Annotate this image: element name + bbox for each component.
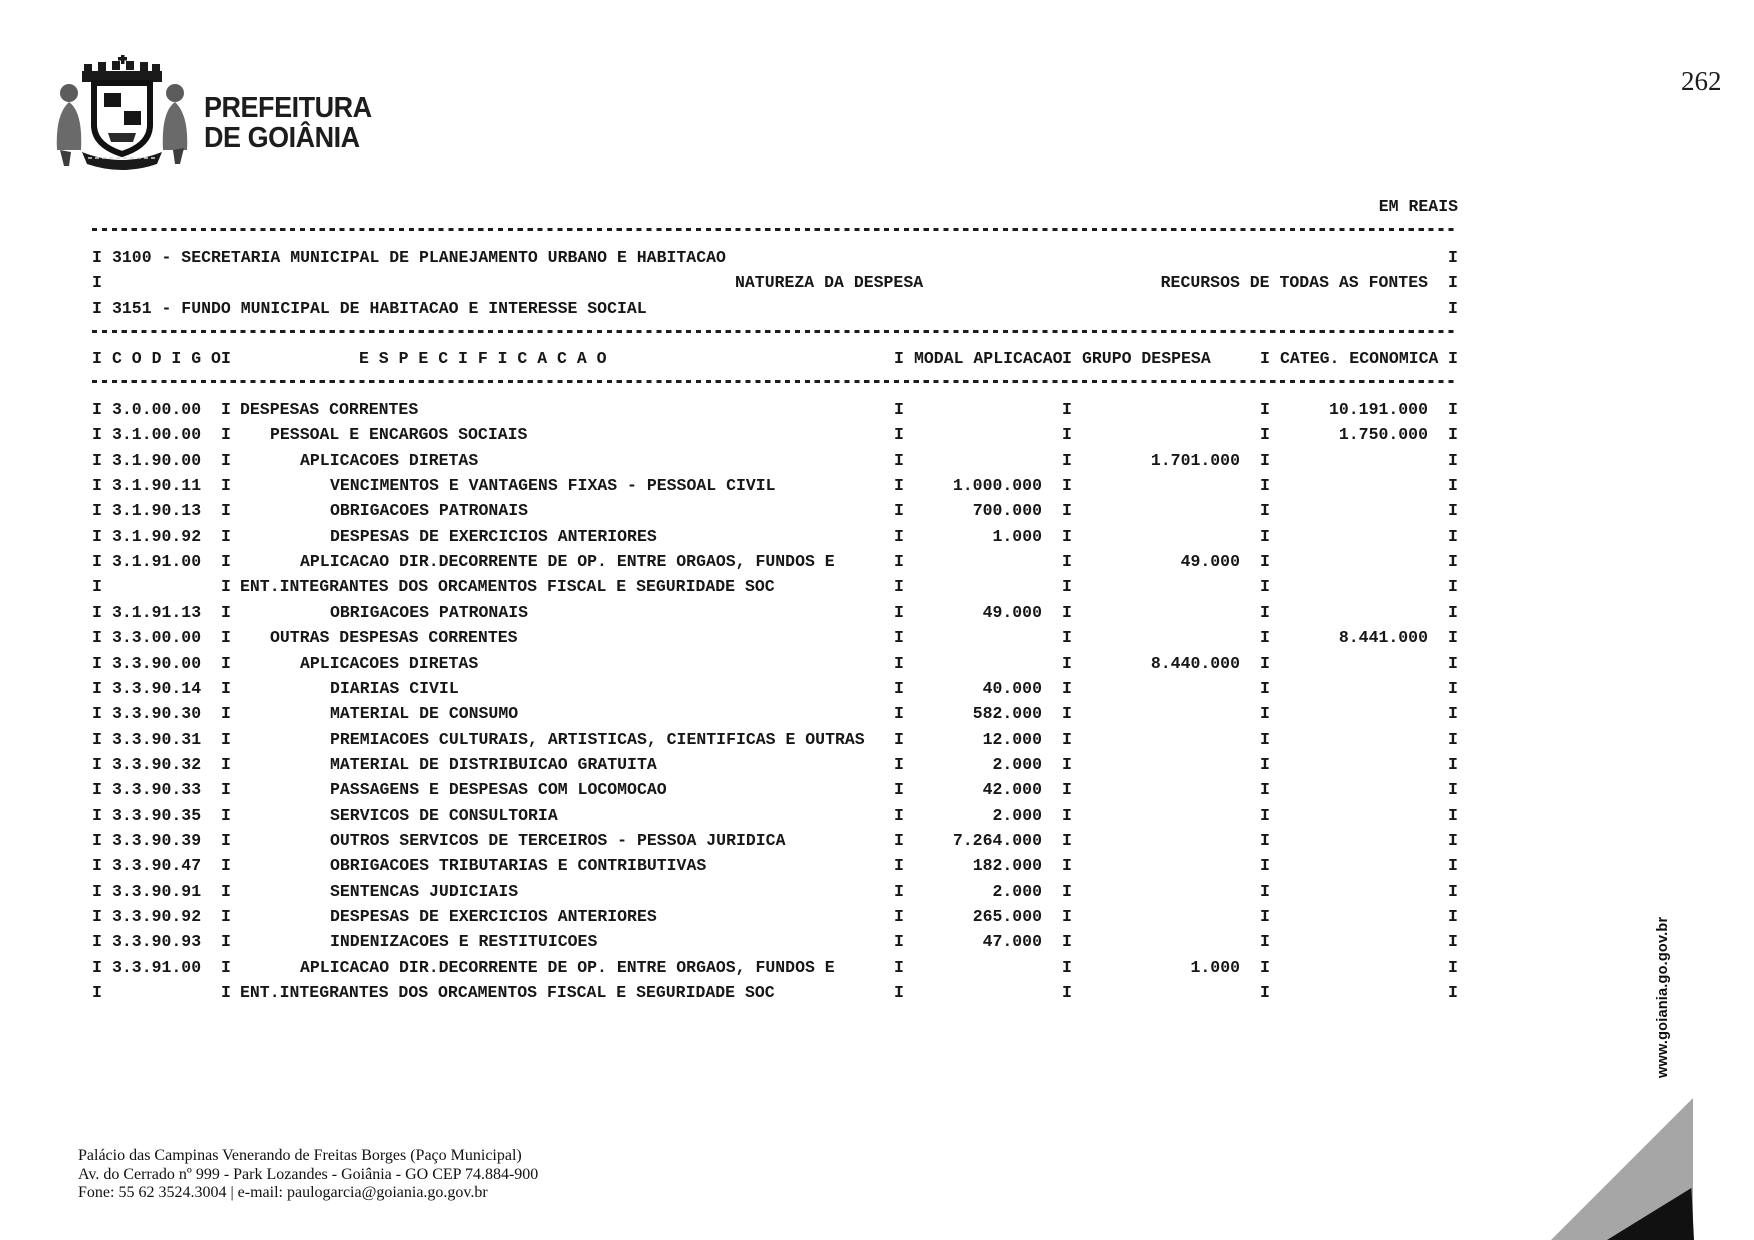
column-separator: I [894,400,904,419]
table-row [92,729,1472,755]
column-separator: I [221,830,231,850]
row-code: 3.3.91.00 [112,957,202,977]
fund-unit: 3151 - FUNDO MUNICIPAL DE HABITACAO E INTERESSE SOCIAL [112,299,647,318]
column-separator: I [894,678,904,698]
row-code: 3.3.90.00 [112,653,202,673]
column-separator: I [1448,856,1458,876]
table-row [92,678,1472,704]
modal-aplicacao-value: 265.000 [972,907,1042,926]
row-specification: MATERIAL DE DISTRIBUICAO GRATUITA [330,754,657,774]
row-specification: PASSAGENS E DESPESAS COM LOCOMOCAO [330,780,667,800]
column-separator: I [92,450,102,470]
column-separator: I [92,552,102,572]
row-code: 3.3.90.92 [112,907,202,926]
prefeitura-logo [52,55,382,175]
table-row [92,754,1472,780]
page-number: 262 [1681,66,1722,96]
grupo-despesa-value: 1.701.000 [1150,450,1240,470]
column-separator: I [1260,678,1270,698]
column-header-code: C O D I G O [112,349,221,368]
modal-aplicacao-value: 1.000 [992,526,1042,546]
column-separator: I [894,628,904,648]
column-separator: I [1062,602,1072,622]
grupo-despesa-value: 1.000 [1190,957,1240,977]
column-separator: I [221,780,231,800]
column-separator: I [1260,628,1270,648]
column-separator: I [1448,400,1458,419]
column-separator: I [221,983,231,1003]
categ-economica-value: 8.441.000 [1338,628,1428,648]
column-separator: I [1448,957,1458,977]
row-code: 3.3.00.00 [112,628,202,648]
modal-aplicacao-value: 2.000 [992,754,1042,774]
column-separator: I [1062,957,1072,977]
column-separator: I [894,830,904,850]
currency-note-line [92,196,1472,222]
column-separator: I [1260,729,1270,749]
row-specification: SERVICOS DE CONSULTORIA [330,805,558,825]
modal-aplicacao-value: 582.000 [972,704,1042,724]
column-separator: I [92,678,102,698]
row-specification: APLICACOES DIRETAS [300,653,479,673]
row-specification: DESPESAS DE EXERCICIOS ANTERIORES [330,907,657,926]
row-specification: MATERIAL DE CONSUMO [330,704,519,724]
column-separator: I [92,273,102,292]
column-separator: I [1062,476,1072,496]
column-separator: I [1062,983,1072,1003]
column-separator: I [1448,602,1458,622]
row-specification: INDENIZACOES E RESTITUICOES [330,932,598,952]
column-header-modal: MODAL APLICACAO [914,349,1063,368]
column-separator: I [1448,881,1458,901]
row-code: 3.3.90.32 [112,754,202,774]
column-separator: I [1260,780,1270,800]
column-separator: I [894,425,904,445]
logo-line2: DE GOIÂNIA [204,122,360,154]
row-code: 3.3.90.91 [112,881,202,901]
column-separator: I [92,856,102,876]
column-separator: I [1260,653,1270,673]
column-separator: I [1260,577,1270,597]
column-separator: I [1448,932,1458,952]
column-separator: I [1062,805,1072,825]
column-separator: I [1448,577,1458,597]
modal-aplicacao-value: 1.000.000 [952,476,1042,496]
column-separator: I [1448,983,1458,1003]
table-row [92,703,1472,729]
row-code: 3.3.90.14 [112,678,202,698]
column-header-spec: E S P E C I F I C A C A O [359,349,607,368]
table-row [92,450,1472,476]
column-separator: I [92,526,102,546]
column-separator: I [1062,704,1072,724]
column-separator: I [1448,678,1458,698]
column-separator: I [1260,830,1270,850]
row-code: 3.3.90.31 [112,729,202,749]
column-separator: I [1448,526,1458,546]
table-row [92,500,1472,526]
column-separator: I [894,526,904,546]
column-header-grupo: GRUPO DESPESA [1082,349,1211,368]
table-row [92,653,1472,679]
table-row [92,526,1472,552]
column-separator: I [92,983,102,1003]
column-separator: I [894,856,904,876]
table-row [92,551,1472,577]
column-separator: I [894,450,904,470]
dashed-rule [92,330,1458,333]
column-separator: I [1062,856,1072,876]
categ-economica-value: 1.750.000 [1338,425,1428,445]
row-code: 3.3.90.35 [112,805,202,825]
column-separator: I [1062,552,1072,572]
row-code: 3.1.90.00 [112,450,202,470]
footer-line2: Av. do Cerrado nº 999 - Park Lozandes - Goiânia - GO CEP 74.884-900 [78,1165,539,1183]
column-separator: I [92,425,102,445]
table-row [92,424,1472,450]
table-row [92,830,1472,856]
dashed-rule [92,228,1458,231]
modal-aplicacao-value: 40.000 [982,678,1042,698]
table-row [92,855,1472,881]
column-separator: I [1062,932,1072,952]
column-header-line [92,348,1472,374]
column-separator: I [92,501,102,521]
row-specification: DESPESAS DE EXERCICIOS ANTERIORES [330,526,657,546]
row-specification: OBRIGACOES PATRONAIS [330,602,529,622]
column-separator: I [221,907,231,926]
column-separator: I [221,932,231,952]
column-separator: I [221,881,231,901]
categ-economica-value: 10.191.000 [1328,400,1428,419]
table-row [92,982,1472,1008]
column-separator: I [221,805,231,825]
column-separator: I [92,907,102,926]
org-unit: 3100 - SECRETARIA MUNICIPAL DE PLANEJAMENTO URBANO E HABITACAO [112,248,726,267]
column-separator: I [92,577,102,597]
logo-wordmark [204,93,372,153]
column-separator: I [1260,907,1270,926]
column-separator: I [1062,907,1072,926]
column-separator: I [1260,552,1270,572]
column-separator: I [894,907,904,926]
modal-aplicacao-value: 700.000 [972,501,1042,521]
table-row [92,475,1472,501]
modal-aplicacao-value: 47.000 [982,932,1042,952]
column-separator: I [1448,273,1458,292]
row-code: 3.1.91.00 [112,552,202,572]
column-separator: I [92,400,102,419]
footer-line1: Palácio das Campinas Venerando de Freitas Borges (Paço Municipal) [78,1147,522,1164]
row-code: 3.3.90.39 [112,830,202,850]
column-separator: I [894,602,904,622]
row-specification: OBRIGACOES TRIBUTARIAS E CONTRIBUTIVAS [330,856,707,876]
column-separator: I [221,400,231,419]
column-separator: I [221,349,231,368]
org-line [92,247,1472,273]
table-row [92,906,1472,932]
column-separator: I [92,602,102,622]
table-row [92,881,1472,907]
column-separator: I [221,957,231,977]
column-separator: I [1260,450,1270,470]
column-separator: I [1448,805,1458,825]
column-separator: I [1260,856,1270,876]
column-separator: I [894,729,904,749]
column-separator: I [221,856,231,876]
column-separator: I [92,349,102,368]
column-separator: I [1062,577,1072,597]
column-separator: I [1062,754,1072,774]
column-separator: I [1448,450,1458,470]
row-code: 3.1.90.92 [112,526,202,546]
grupo-despesa-value: 49.000 [1180,552,1240,572]
row-code: 3.3.90.30 [112,704,202,724]
column-separator: I [894,881,904,901]
row-code: 3.3.90.47 [112,856,202,876]
coat-of-arms-icon [52,55,192,173]
row-code: 3.1.90.13 [112,501,202,521]
table-row [92,627,1472,653]
row-specification: APLICACAO DIR.DECORRENTE DE OP. ENTRE ORGAOS, FUNDOS E [300,552,835,572]
row-specification: PREMIACOES CULTURAIS, ARTISTICAS, CIENTIFICAS E OUTRAS [330,729,865,749]
column-separator: I [894,476,904,496]
column-separator: I [894,957,904,977]
column-separator: I [894,653,904,673]
row-specification: DIARIAS CIVIL [330,678,459,698]
column-separator: I [1448,299,1458,318]
modal-aplicacao-value: 7.264.000 [952,830,1042,850]
column-separator: I [1062,830,1072,850]
row-specification: PESSOAL E ENCARGOS SOCIAIS [270,425,528,445]
column-separator: I [92,248,102,267]
column-separator: I [1062,729,1072,749]
column-separator: I [1062,349,1072,368]
logo-line1: PREFEITURA [204,92,372,124]
column-separator: I [92,805,102,825]
column-separator: I [1260,526,1270,546]
column-separator: I [221,526,231,546]
column-separator: I [1260,983,1270,1003]
column-separator: I [221,704,231,724]
column-separator: I [92,957,102,977]
column-separator: I [1260,754,1270,774]
column-separator: I [1448,476,1458,496]
column-separator: I [221,678,231,698]
column-separator: I [1260,881,1270,901]
column-separator: I [1062,653,1072,673]
column-separator: I [92,299,102,318]
row-specification: OUTRAS DESPESAS CORRENTES [270,628,518,648]
column-separator: I [1260,932,1270,952]
column-separator: I [1448,780,1458,800]
footer-line3: Fone: 55 62 3524.3004 | e-mail: paulogarcia@goiania.go.gov.br [78,1184,488,1202]
table-row [92,576,1472,602]
table-row [92,957,1472,983]
sources-label: RECURSOS DE TODAS AS FONTES [1160,273,1428,292]
row-specification: DESPESAS CORRENTES [240,400,419,419]
row-specification: OBRIGACOES PATRONAIS [330,501,529,521]
modal-aplicacao-value: 182.000 [972,856,1042,876]
row-code: 3.1.91.13 [112,602,202,622]
column-separator: I [1062,450,1072,470]
website-url-vertical: www.goiania.go.gov.br [1655,916,1671,1078]
column-separator: I [1062,678,1072,698]
column-separator: I [1260,704,1270,724]
column-separator: I [221,552,231,572]
column-separator: I [894,552,904,572]
dashed-rule [92,380,1458,383]
column-separator: I [894,932,904,952]
column-separator: I [1062,400,1072,419]
row-specification: APLICACOES DIRETAS [300,450,479,470]
column-separator: I [221,476,231,496]
column-separator: I [1062,526,1072,546]
row-specification: OUTROS SERVICOS DE TERCEIROS - PESSOA JURIDICA [330,830,786,850]
column-separator: I [92,476,102,496]
column-separator: I [1062,780,1072,800]
row-specification: VENCIMENTOS E VANTAGENS FIXAS - PESSOAL CIVIL [330,476,776,496]
nature-line [92,272,1472,298]
column-separator: I [1260,400,1270,419]
table-row [92,602,1472,628]
column-separator: I [221,425,231,445]
column-separator: I [894,704,904,724]
column-separator: I [1062,501,1072,521]
column-separator: I [1448,704,1458,724]
modal-aplicacao-value: 2.000 [992,805,1042,825]
column-separator: I [221,729,231,749]
modal-aplicacao-value: 42.000 [982,780,1042,800]
row-code: 3.3.90.33 [112,780,202,800]
column-separator: I [1448,729,1458,749]
column-separator: I [894,805,904,825]
modal-aplicacao-value: 2.000 [992,881,1042,901]
table-row [92,931,1472,957]
table-row [92,399,1472,425]
column-separator: I [92,729,102,749]
nature-label: NATUREZA DA DESPESA [735,273,924,292]
row-specification: SENTENCAS JUDICIAIS [330,881,519,901]
column-separator: I [1260,425,1270,445]
column-separator: I [221,577,231,597]
column-separator: I [1448,830,1458,850]
column-separator: I [1260,349,1270,368]
column-separator: I [1062,881,1072,901]
column-separator: I [1448,349,1458,368]
column-separator: I [1448,501,1458,521]
column-separator: I [221,602,231,622]
column-separator: I [894,501,904,521]
column-separator: I [221,501,231,521]
column-separator: I [221,450,231,470]
currency-note: EM REAIS [1378,197,1458,216]
column-separator: I [1260,476,1270,496]
column-separator: I [1260,957,1270,977]
column-separator: I [1062,628,1072,648]
footer-address [78,1147,538,1203]
grupo-despesa-value: 8.440.000 [1150,653,1240,673]
column-header-categ: CATEG. ECONOMICA [1280,349,1439,368]
column-separator: I [92,704,102,724]
column-separator: I [1448,907,1458,926]
column-separator: I [1448,552,1458,572]
table-row [92,805,1472,831]
row-specification: ENT.INTEGRANTES DOS ORCAMENTOS FISCAL E SEGURIDADE SOC [240,577,775,597]
column-separator: I [221,754,231,774]
column-separator: I [92,830,102,850]
column-separator: I [221,653,231,673]
table-row [92,779,1472,805]
column-separator: I [1260,805,1270,825]
column-separator: I [1448,628,1458,648]
column-separator: I [894,754,904,774]
fund-line [92,298,1472,324]
column-separator: I [92,932,102,952]
row-specification: ENT.INTEGRANTES DOS ORCAMENTOS FISCAL E SEGURIDADE SOC [240,983,775,1003]
column-separator: I [1062,425,1072,445]
column-separator: I [1260,602,1270,622]
column-separator: I [894,349,904,368]
column-separator: I [92,780,102,800]
modal-aplicacao-value: 49.000 [982,602,1042,622]
column-separator: I [1260,501,1270,521]
row-specification: APLICACAO DIR.DECORRENTE DE OP. ENTRE ORGAOS, FUNDOS E [300,957,835,977]
column-separator: I [92,653,102,673]
row-code: 3.0.00.00 [112,400,202,419]
row-code: 3.3.90.93 [112,932,202,952]
column-separator: I [894,577,904,597]
column-separator: I [92,754,102,774]
row-code: 3.1.00.00 [112,425,202,445]
column-separator: I [92,628,102,648]
modal-aplicacao-value: 12.000 [982,729,1042,749]
column-separator: I [1448,425,1458,445]
column-separator: I [221,628,231,648]
column-separator: I [92,881,102,901]
column-separator: I [894,983,904,1003]
column-separator: I [1448,653,1458,673]
row-code: 3.1.90.11 [112,476,202,496]
column-separator: I [1448,754,1458,774]
column-separator: I [1448,248,1458,267]
column-separator: I [894,780,904,800]
